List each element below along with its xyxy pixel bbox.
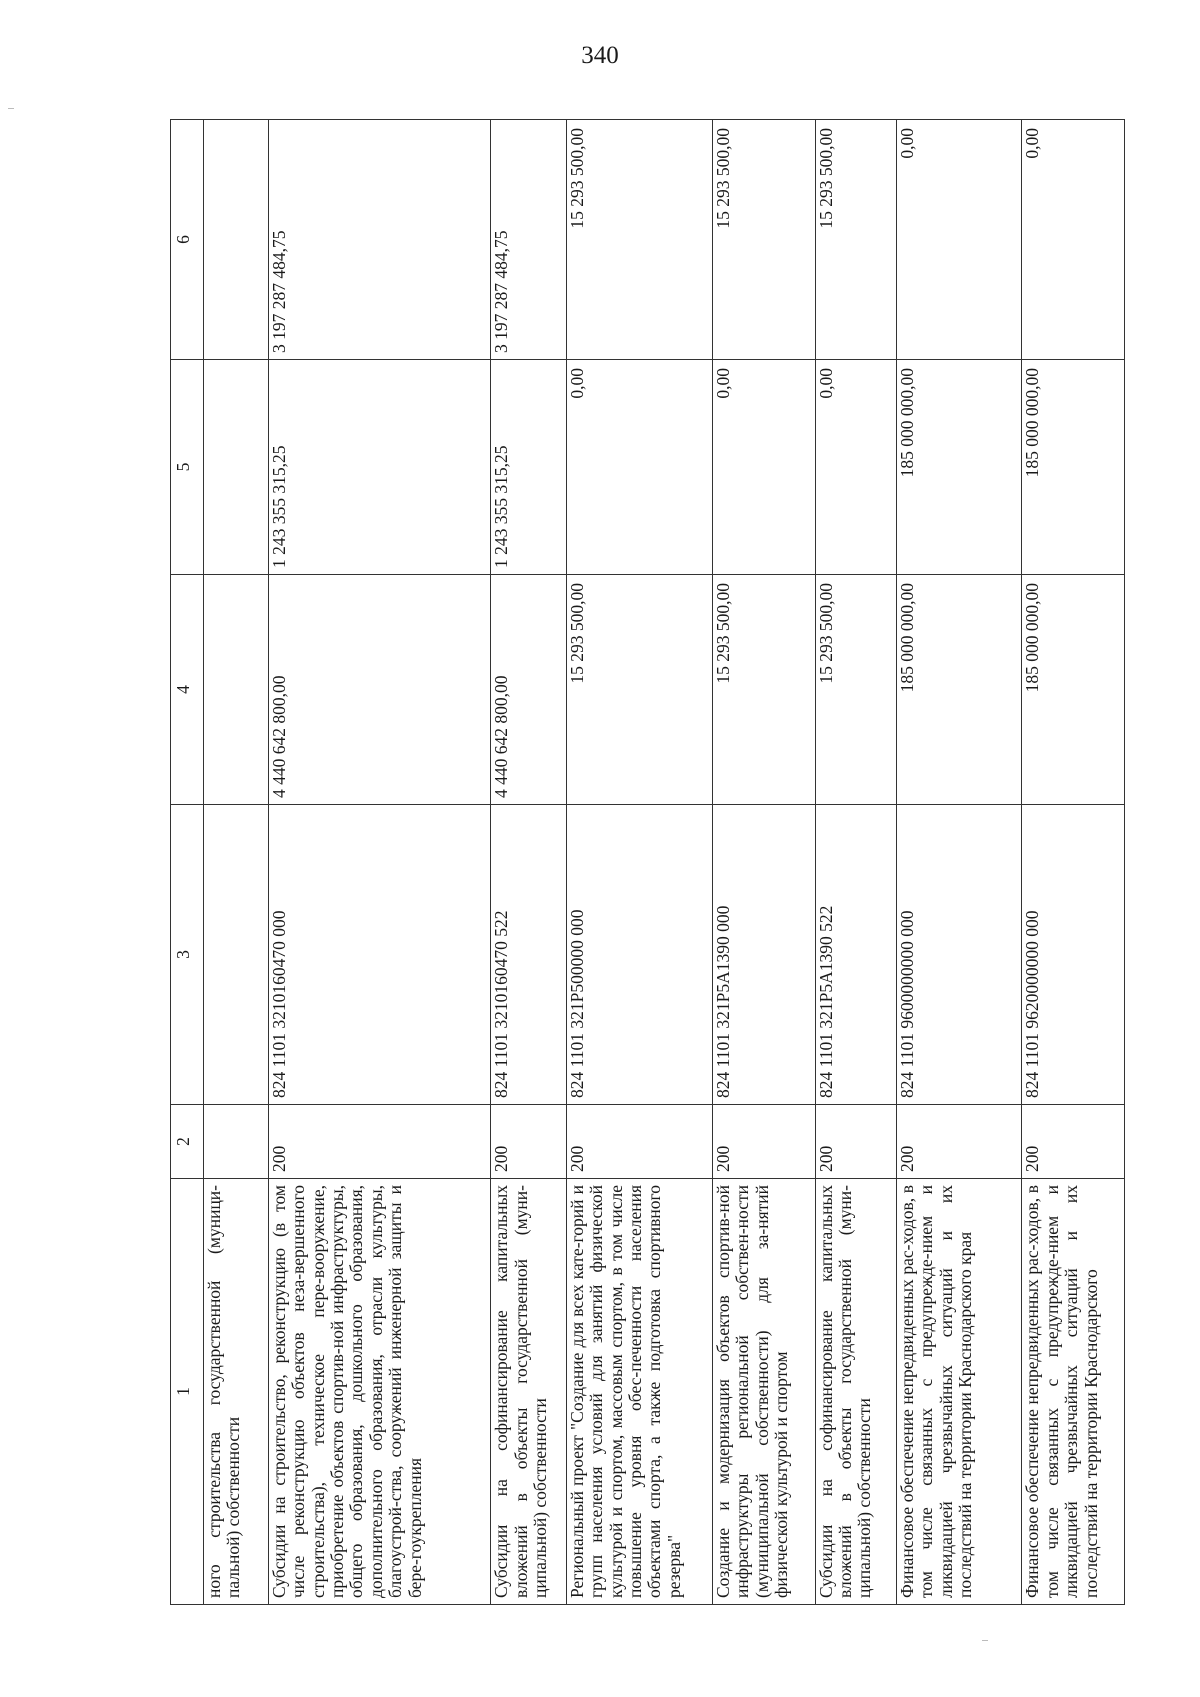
row-col6: 15 293 500,00 xyxy=(815,120,897,360)
row-code: 824 1101 9620000000 000 xyxy=(1022,805,1125,1105)
budget-table xyxy=(170,119,1125,1605)
table-row xyxy=(268,120,491,1605)
row-type: 200 xyxy=(897,1105,1022,1179)
row-col4: 15 293 500,00 xyxy=(713,575,815,805)
table-row xyxy=(204,120,269,1605)
row-code: 824 1101 3210160470 522 xyxy=(491,805,566,1105)
column-header: 1 xyxy=(171,1179,204,1605)
column-header: 6 xyxy=(171,120,204,360)
row-col6 xyxy=(204,120,269,360)
column-header: 2 xyxy=(171,1105,204,1179)
row-code: 824 1101 321P5A1390 522 xyxy=(815,805,897,1105)
row-type: 200 xyxy=(815,1105,897,1179)
table-row xyxy=(491,120,566,1605)
column-header: 3 xyxy=(171,805,204,1105)
row-description: Субсидии на софинансирование капитальных вложений в объекты государственной (муни-ципальной) собственности xyxy=(491,1179,566,1605)
row-type: 200 xyxy=(566,1105,712,1179)
row-description: ного строительства государственной (муници-пальной) собственности xyxy=(204,1179,269,1605)
row-code: 824 1101 321P500000 000 xyxy=(566,805,712,1105)
row-col5: 185 000 000,00 xyxy=(897,360,1022,575)
row-description: Финансовое обеспечение непредвиденных рас-ходов, в том числе связанных с предупрежде-нием и ликвидацией чрезвычайных ситуаций и их последствий на территории Краснодарского xyxy=(1022,1179,1125,1605)
row-col4: 15 293 500,00 xyxy=(815,575,897,805)
row-code: 824 1101 3210160470 000 xyxy=(268,805,491,1105)
row-col5: 0,00 xyxy=(566,360,712,575)
row-col5: 1 243 355 315,25 xyxy=(268,360,491,575)
row-type: 200 xyxy=(491,1105,566,1179)
row-col6: 0,00 xyxy=(897,120,1022,360)
table-header-row xyxy=(171,120,204,1605)
row-type: 200 xyxy=(268,1105,491,1179)
table-row xyxy=(1022,120,1125,1605)
rotated-table-container xyxy=(170,120,1125,1605)
row-col4: 185 000 000,00 xyxy=(897,575,1022,805)
row-code: 824 1101 9600000000 000 xyxy=(897,805,1022,1105)
row-description: Субсидии на софинансирование капитальных вложений в объекты государственной (муни-ципальной) собственности xyxy=(815,1179,897,1605)
row-type: 200 xyxy=(713,1105,815,1179)
row-col4: 4 440 642 800,00 xyxy=(268,575,491,805)
row-col5: 1 243 355 315,25 xyxy=(491,360,566,575)
row-col5: 0,00 xyxy=(815,360,897,575)
row-description: Финансовое обеспечение непредвиденных рас-ходов, в том числе связанных с предупрежде-нием и ликвидацией чрезвычайных ситуаций и их последствий на территории Краснодарского края xyxy=(897,1179,1022,1605)
row-code xyxy=(204,805,269,1105)
table-row xyxy=(815,120,897,1605)
row-col6: 15 293 500,00 xyxy=(713,120,815,360)
row-col6: 3 197 287 484,75 xyxy=(491,120,566,360)
row-col6: 0,00 xyxy=(1022,120,1125,360)
scan-artifact xyxy=(982,1640,988,1641)
table-row xyxy=(897,120,1022,1605)
row-description: Субсидии на строительство, реконструкцию (в том числе реконструкцию объектов неза-вершенного строительства), техническое пере-вооружение, приобретение объектов спортив-ной инфраструктуры, общего образования, дошкольного образования, дополнительного образования, отрасли культуры, благоустрой-ства, сооружений инженерной защиты и бере-гоукрепления xyxy=(268,1179,491,1605)
row-col5 xyxy=(204,360,269,575)
row-col5: 185 000 000,00 xyxy=(1022,360,1125,575)
column-header: 4 xyxy=(171,575,204,805)
row-type xyxy=(204,1105,269,1179)
row-col4 xyxy=(204,575,269,805)
row-code: 824 1101 321P5A1390 000 xyxy=(713,805,815,1105)
column-header: 5 xyxy=(171,360,204,575)
row-col4: 4 440 642 800,00 xyxy=(491,575,566,805)
row-col6: 15 293 500,00 xyxy=(566,120,712,360)
row-description: Региональный проект "Создание для всех кате-горий и групп населения условий для занятий физической культурой и спортом, массовым спортом, в том числе повышение уровня обес-печенности населения объектами спорта, а также подготовка спортивного резерва" xyxy=(566,1179,712,1605)
row-col6: 3 197 287 484,75 xyxy=(268,120,491,360)
table-row xyxy=(713,120,815,1605)
table-row xyxy=(566,120,712,1605)
row-col4: 15 293 500,00 xyxy=(566,575,712,805)
row-col4: 185 000 000,00 xyxy=(1022,575,1125,805)
scan-artifact xyxy=(8,108,14,109)
row-description: Создание и модернизация объектов спортив-ной инфраструктуры региональной собствен-ности (муниципальной собственности) для за-нятий физической культурой и спортом xyxy=(713,1179,815,1605)
row-type: 200 xyxy=(1022,1105,1125,1179)
row-col5: 0,00 xyxy=(713,360,815,575)
page-number: 340 xyxy=(581,42,619,69)
